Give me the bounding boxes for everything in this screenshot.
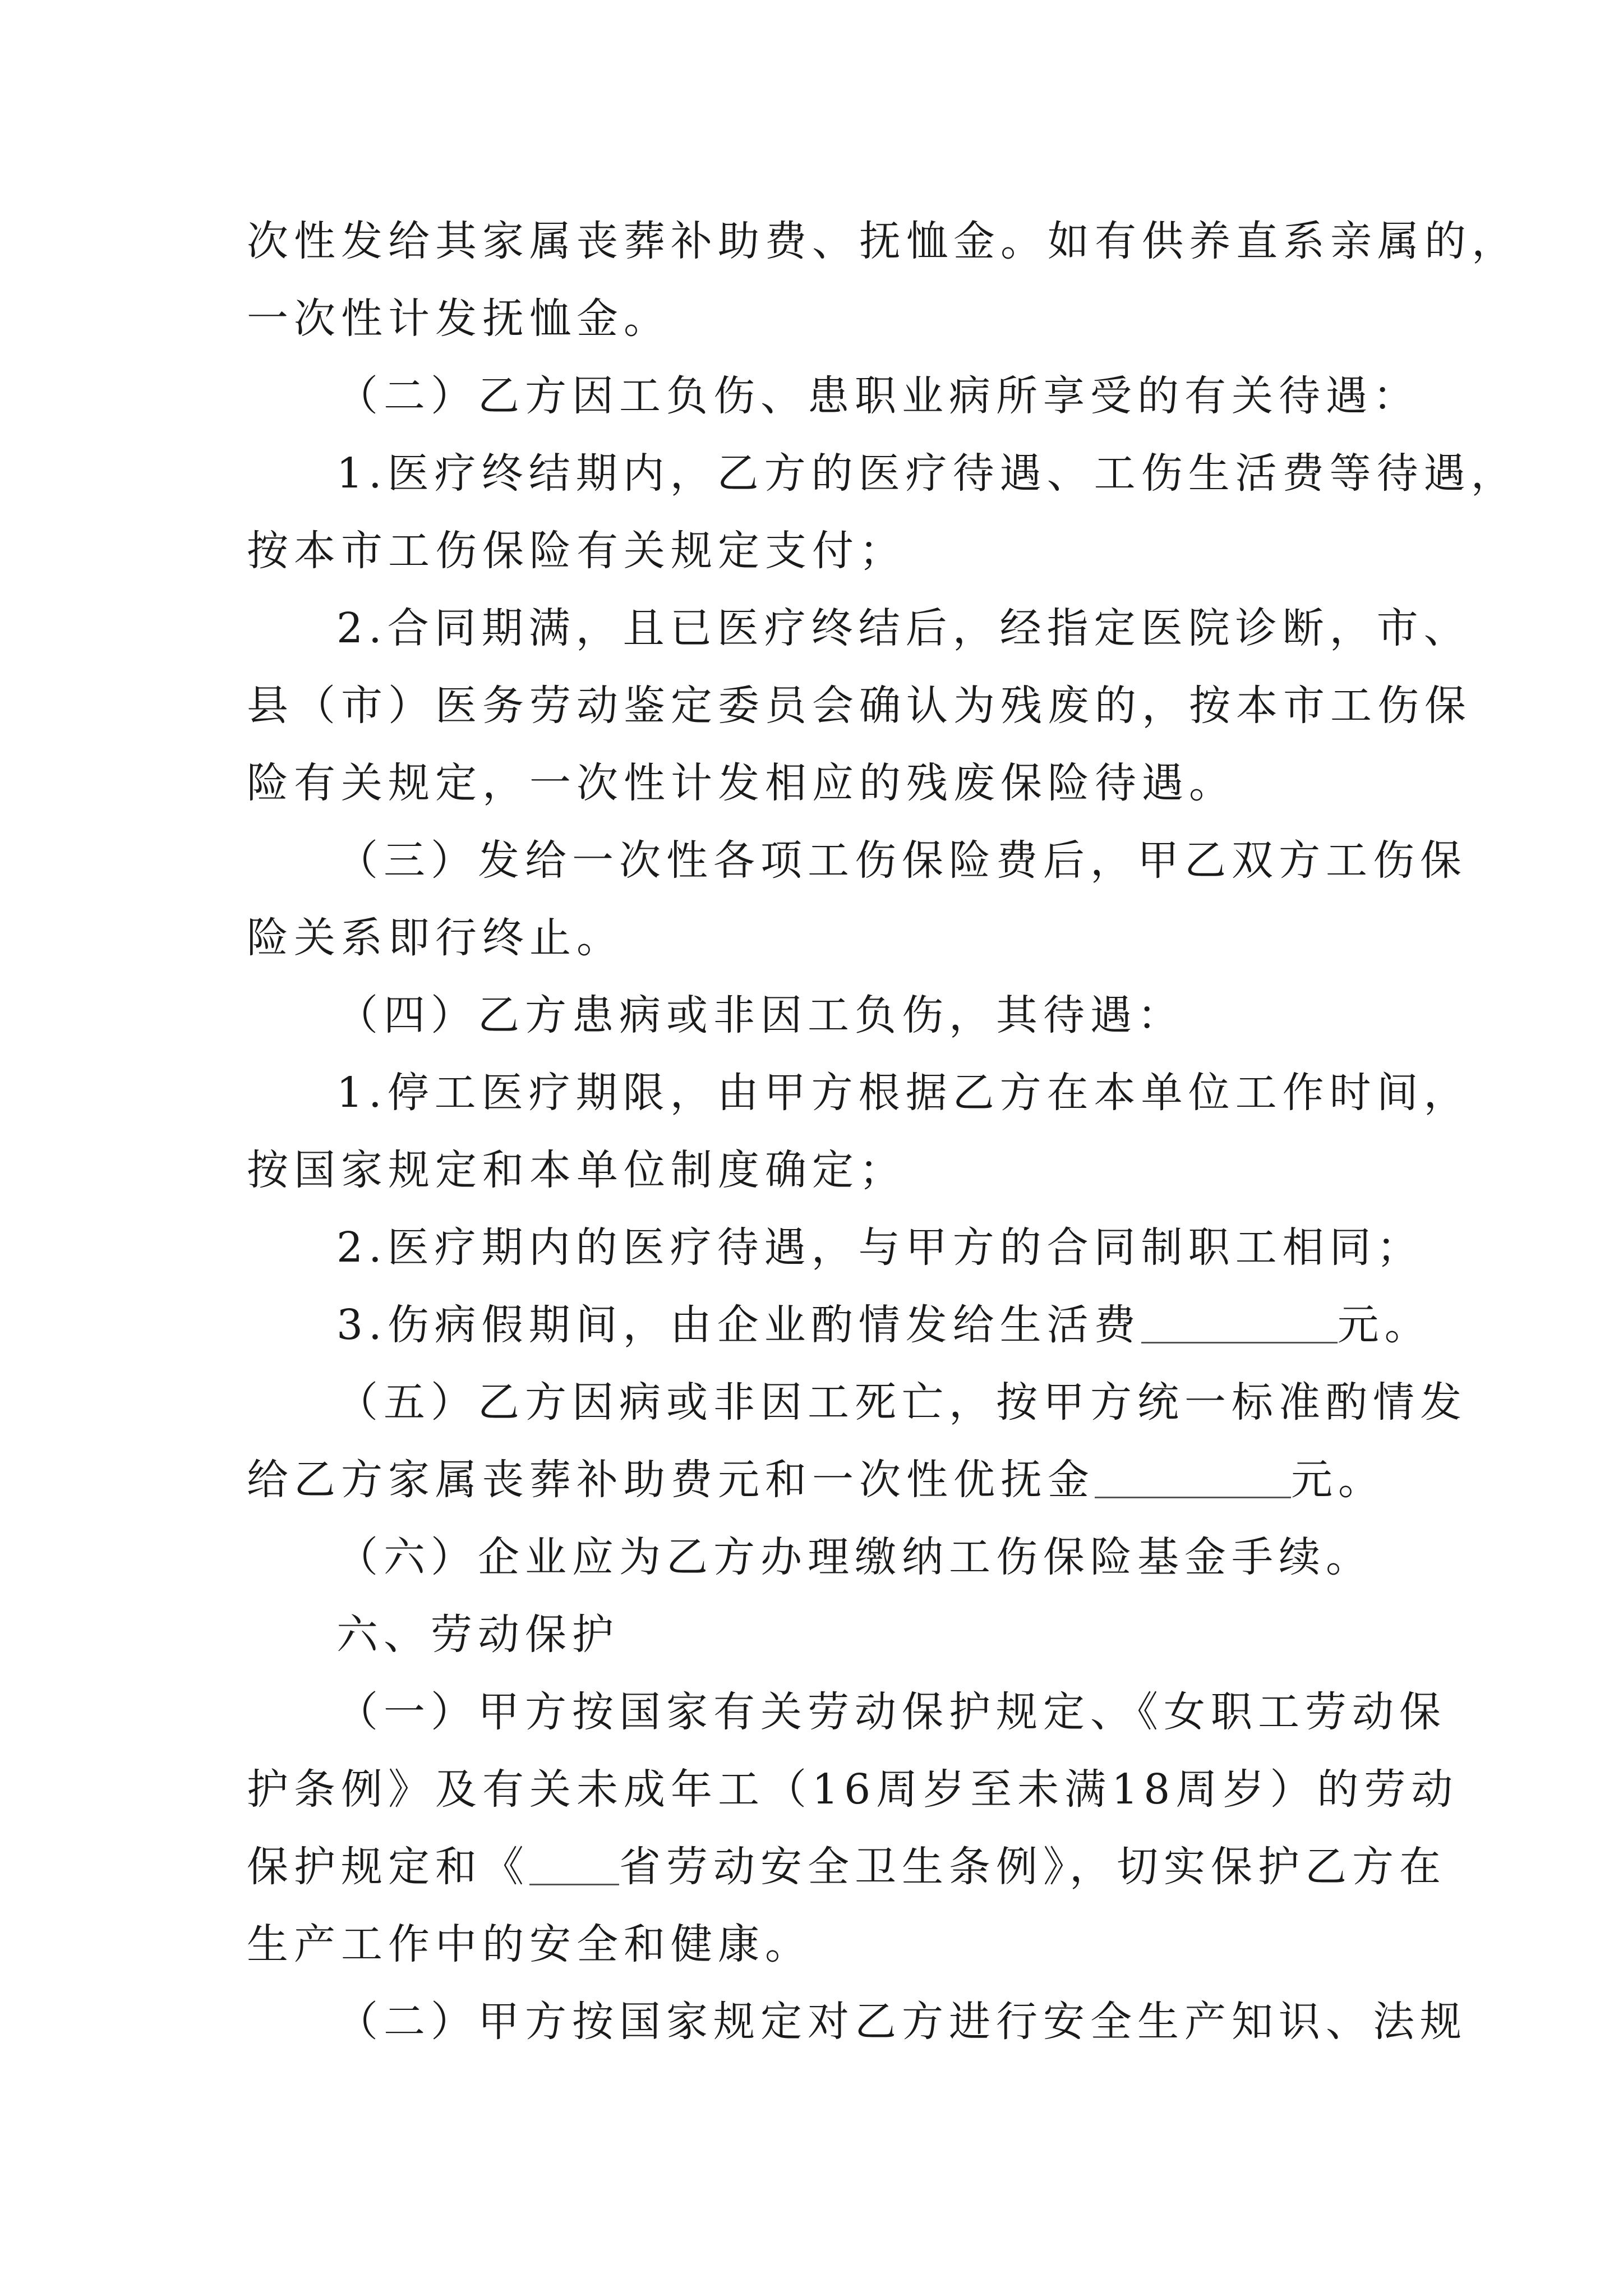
text-line: 按本市工伤保险有关规定支付； — [247, 527, 906, 575]
section-heading: （六）企业应为乙方办理缴纳工伤保险基金手续。 — [336, 1533, 1373, 1581]
section-heading: （五）乙方因病或非因工死亡，按甲方统一标准酌情发 — [336, 1378, 1467, 1427]
list-item-with-blank — [336, 1286, 1432, 1364]
text-line: 护条例》及有关未成年工（16周岁至未满18周岁）的劳动 — [247, 1765, 1459, 1814]
text-segment: 3.伤病假期间，由企业酌情发给生活费 — [336, 1301, 1141, 1349]
section-heading: （一）甲方按国家有关劳动保护规定、《女职工劳动保 — [336, 1688, 1446, 1736]
text-line: 险有关规定，一次性计发相应的残废保险待遇。 — [247, 759, 1236, 807]
text-segment: 给乙方家属丧葬补助费元和一次性优抚金 — [247, 1456, 1095, 1504]
section-heading: （三）发给一次性各项工伤保险费后，甲乙双方工伤保 — [336, 836, 1467, 885]
text-line: 险关系即行终止。 — [247, 914, 624, 962]
chapter-heading: 六、劳动保护 — [336, 1611, 619, 1659]
list-item: 2.合同期满，且已医疗终结后，经指定医院诊断，市、 — [336, 604, 1471, 652]
text-segment: 保护规定和《 — [247, 1843, 529, 1891]
list-item: 2.医疗期内的医疗待遇，与甲方的合同制职工相同； — [336, 1223, 1424, 1272]
text-line: 生产工作中的安全和健康。 — [247, 1920, 812, 1968]
text-segment: 省劳动安全卫生条例》，切实保护乙方在 — [619, 1843, 1446, 1891]
section-heading: （四）乙方患病或非因工负伤，其待遇： — [336, 991, 1184, 1039]
text-segment: 元。 — [1337, 1301, 1432, 1349]
list-item: 1.医疗终结期内，乙方的医疗待遇、工伤生活费等待遇， — [336, 449, 1518, 498]
fill-blank — [1095, 1455, 1291, 1498]
text-line-with-blank — [247, 1828, 1446, 1906]
list-item: 1.停工医疗期限，由甲方根据乙方在本单位工作时间， — [336, 1069, 1471, 1117]
fill-blank — [1141, 1300, 1338, 1343]
text-line: 次性发给其家属丧葬补助费、抚恤金。如有供养直系亲属的， — [247, 217, 1519, 265]
text-line: 县（市）医务劳动鉴定委员会确认为残废的，按本市工伤保 — [247, 682, 1472, 730]
text-segment: 元。 — [1291, 1456, 1385, 1504]
section-heading: （二）甲方按国家规定对乙方进行安全生产知识、法规 — [336, 1998, 1467, 2046]
text-line: 按国家规定和本单位制度确定； — [247, 1146, 906, 1194]
fill-blank — [529, 1842, 619, 1885]
text-line-with-blank — [247, 1441, 1385, 1519]
text-line: 一次性计发抚恤金。 — [247, 295, 671, 343]
section-heading: （二）乙方因工负伤、患职业病所享受的有关待遇： — [336, 372, 1420, 420]
